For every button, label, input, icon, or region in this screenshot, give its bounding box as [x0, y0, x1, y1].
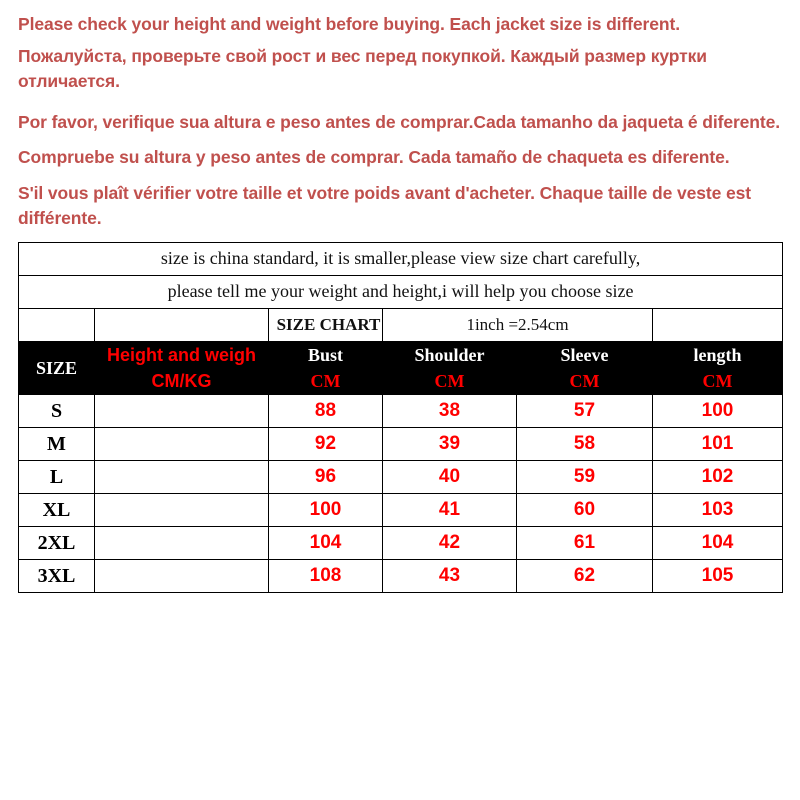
cell-size: M	[19, 428, 95, 461]
cell-bust: 96	[269, 461, 383, 494]
banner-row-1	[19, 242, 783, 275]
cell-height-weight	[95, 560, 269, 593]
cell-sleeve: 59	[517, 461, 653, 494]
banner-line-2: please tell me your weight and height,i will help you choose size	[19, 275, 783, 308]
cell-height-weight	[95, 428, 269, 461]
header-bust	[269, 341, 383, 394]
header-shoulder-label: Shoulder	[414, 344, 485, 365]
cell-length: 100	[653, 395, 783, 428]
subheader-row	[19, 308, 783, 341]
cell-shoulder: 39	[383, 428, 517, 461]
label-size-chart: SIZE CHART	[269, 308, 383, 341]
table-row	[19, 461, 783, 494]
cell-size: 2XL	[19, 527, 95, 560]
table-row	[19, 395, 783, 428]
size-chart-table	[18, 242, 783, 593]
header-length-unit: CM	[702, 371, 733, 391]
cell-sleeve: 57	[517, 395, 653, 428]
header-sleeve-unit: CM	[569, 371, 600, 391]
cell-shoulder: 38	[383, 395, 517, 428]
header-height-weight	[95, 341, 269, 394]
header-shoulder	[383, 341, 517, 394]
cell-sleeve: 60	[517, 494, 653, 527]
cell-height-weight	[95, 461, 269, 494]
spacer-cell-2	[95, 308, 269, 341]
table-row	[19, 527, 783, 560]
notice-french: S'il vous plaît vérifier votre taille et votre poids avant d'acheter. Chaque taille de veste est différente.	[18, 183, 752, 229]
header-length-label: length	[693, 344, 742, 365]
notice-portuguese: Por favor, verifique sua altura e peso antes de comprar.Cada tamanho da jaqueta é diferente.	[18, 111, 781, 132]
cell-size: L	[19, 461, 95, 494]
cell-bust: 108	[269, 560, 383, 593]
table-row	[19, 494, 783, 527]
cell-height-weight	[95, 395, 269, 428]
cell-bust: 92	[269, 428, 383, 461]
header-size-label: SIZE	[35, 357, 78, 378]
cell-height-weight	[95, 494, 269, 527]
cell-size: S	[19, 395, 95, 428]
header-height-weight-label: Height and weigh	[106, 344, 256, 365]
cell-length: 103	[653, 494, 783, 527]
cell-shoulder: 42	[383, 527, 517, 560]
notice-block	[18, 12, 782, 231]
cell-bust: 88	[269, 395, 383, 428]
cell-shoulder: 43	[383, 560, 517, 593]
table-row	[19, 560, 783, 593]
cell-shoulder: 41	[383, 494, 517, 527]
header-size	[19, 341, 95, 394]
notice-english: Please check your height and weight before buying. Each jacket size is different.	[18, 14, 680, 34]
cell-shoulder: 40	[383, 461, 517, 494]
header-height-weight-unit: CM/KG	[151, 371, 212, 391]
label-inch-note: 1inch =2.54cm	[383, 308, 653, 341]
cell-sleeve: 58	[517, 428, 653, 461]
cell-sleeve: 62	[517, 560, 653, 593]
cell-sleeve: 61	[517, 527, 653, 560]
spacer-cell-1	[19, 308, 95, 341]
cell-length: 104	[653, 527, 783, 560]
cell-size: XL	[19, 494, 95, 527]
header-shoulder-unit: CM	[434, 371, 465, 391]
size-chart-table-wrap	[18, 242, 782, 593]
cell-size: 3XL	[19, 560, 95, 593]
cell-bust: 104	[269, 527, 383, 560]
cell-length: 101	[653, 428, 783, 461]
header-sleeve	[517, 341, 653, 394]
spacer-cell-3	[653, 308, 783, 341]
header-length	[653, 341, 783, 394]
cell-length: 105	[653, 560, 783, 593]
banner-line-1: size is china standard, it is smaller,please view size chart carefully,	[19, 242, 783, 275]
cell-height-weight	[95, 527, 269, 560]
header-sleeve-label: Sleeve	[560, 344, 609, 365]
header-bust-unit: CM	[310, 371, 341, 391]
table-header-row	[19, 341, 783, 394]
cell-bust: 100	[269, 494, 383, 527]
notice-spanish: Compruebe su altura y peso antes de comprar. Cada tamaño de chaqueta es diferente.	[18, 147, 730, 168]
header-bust-label: Bust	[307, 344, 343, 365]
table-row	[19, 428, 783, 461]
cell-length: 102	[653, 461, 783, 494]
notice-russian: Пожалуйста, проверьте свой рост и вес перед покупкой. Каждый размер куртки отличается.	[18, 45, 707, 91]
banner-row-2	[19, 275, 783, 308]
